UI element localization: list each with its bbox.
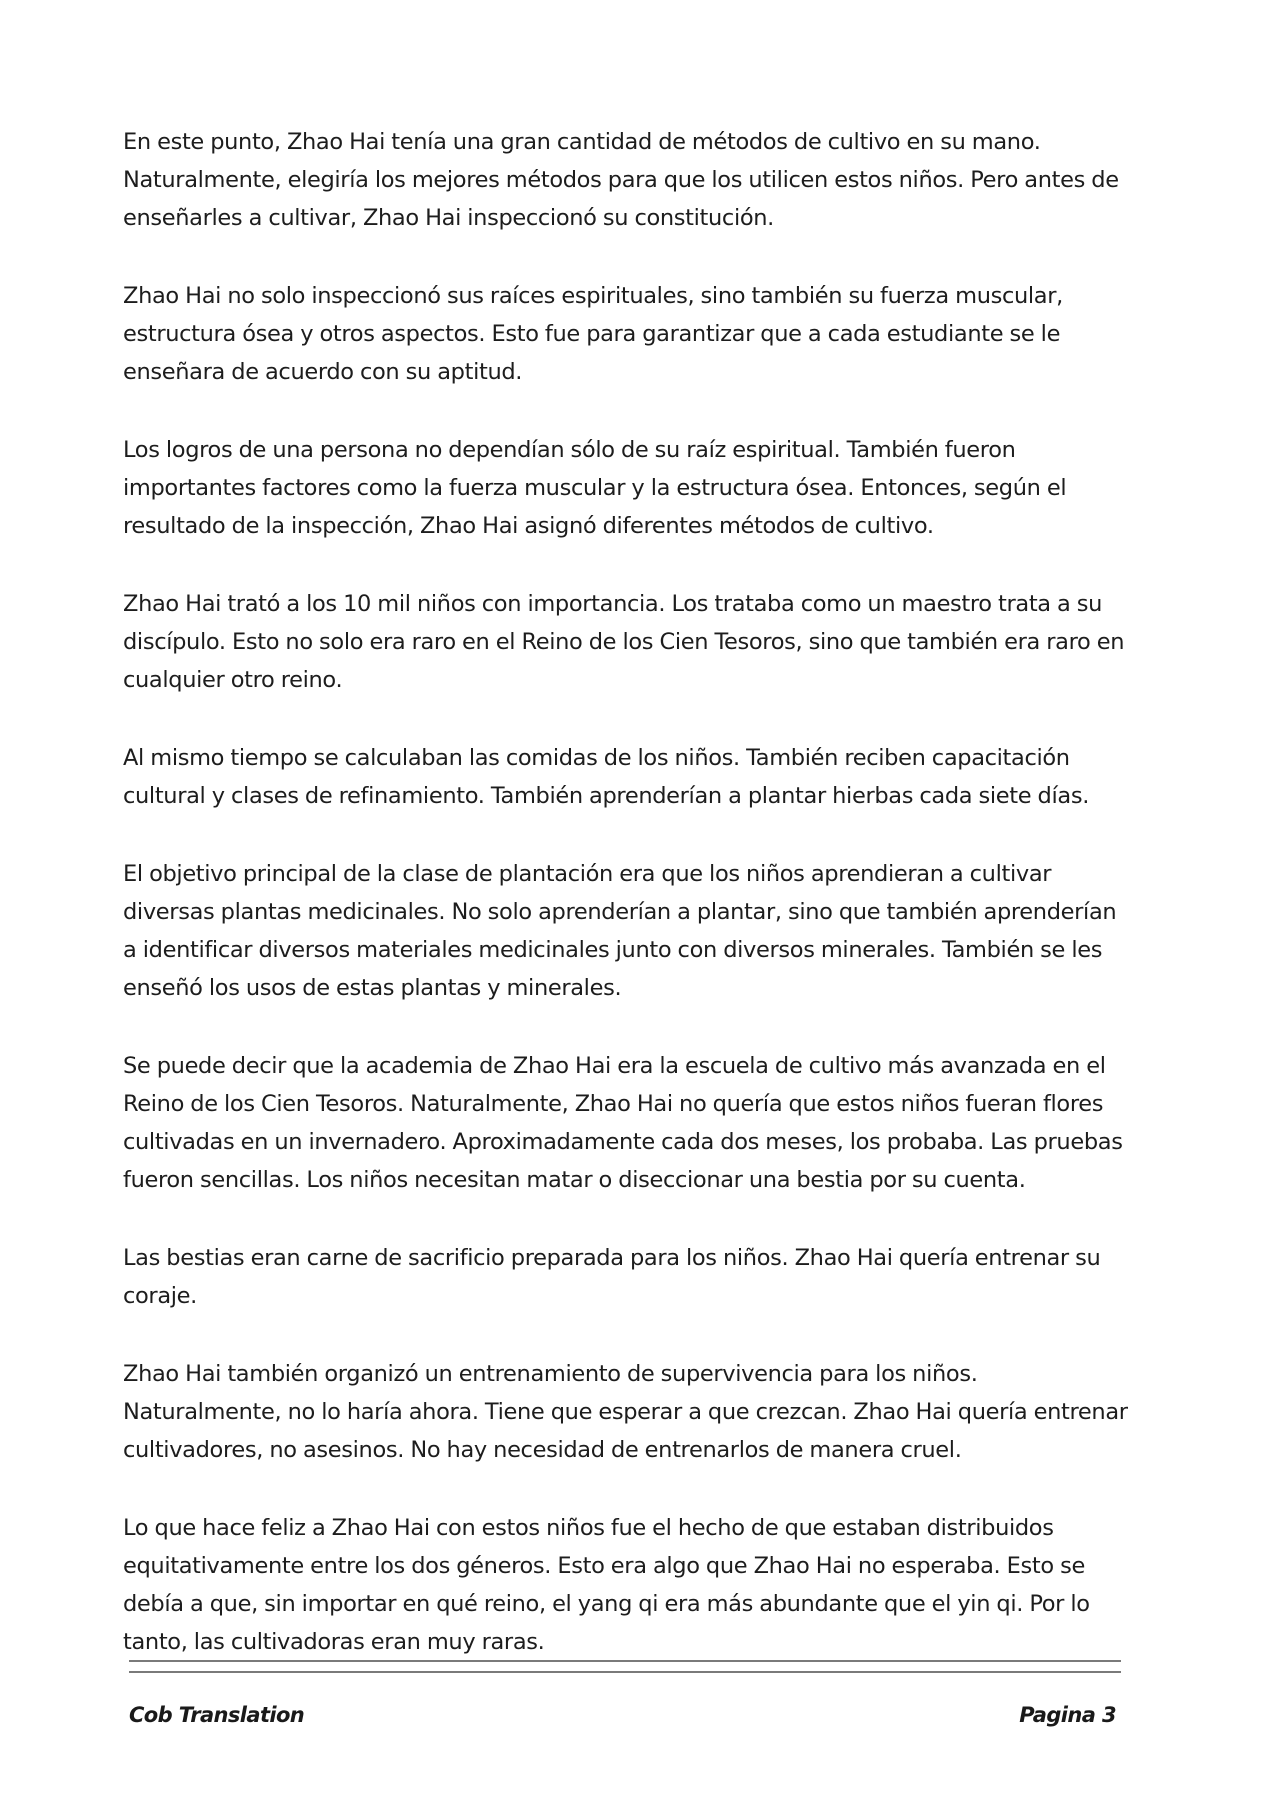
paragraph-8: Las bestias eran carne de sacrificio preparada para los niños. Zhao Hai quería entrenar su coraje. bbox=[123, 1245, 1101, 1309]
footer-translator-credit: Cob Translation bbox=[129, 1703, 305, 1727]
paragraph-6: El objetivo principal de la clase de plantación era que los niños aprendieran a cultivar diversas plantas medicinales. No solo aprenderían a plantar, sino que también aprenderían a identificar diversos materiales medicinales junto con diversos minerales. También se les enseñó los usos de estas plantas y minerales. bbox=[123, 861, 1117, 1001]
document-body bbox=[123, 123, 1129, 1701]
paragraph-3: Los logros de una persona no dependían sólo de su raíz espiritual. También fueron importantes factores como la fuerza muscular y la estructura ósea. Entonces, según el resultado de la inspección, Zhao Hai asignó diferentes métodos de cultivo. bbox=[123, 437, 1067, 539]
paragraph-1: En este punto, Zhao Hai tenía una gran cantidad de métodos de cultivo en su mano. Naturalmente, elegiría los mejores métodos para que los utilicen estos niños. Pero antes de enseñarles a cultivar, Zhao Hai inspeccionó su constitución. bbox=[123, 129, 1119, 231]
paragraph-5: Al mismo tiempo se calculaban las comidas de los niños. También reciben capacitación cultural y clases de refinamiento. También aprenderían a plantar hierbas cada siete días. bbox=[123, 745, 1090, 809]
paragraph-9: Zhao Hai también organizó un entrenamiento de supervivencia para los niños. Naturalmente, no lo haría ahora. Tiene que esperar a que crezcan. Zhao Hai quería entrenar cultivadores, no asesinos. No hay necesidad de entrenarlos de manera cruel. bbox=[123, 1361, 1128, 1463]
paragraph-2: Zhao Hai no solo inspeccionó sus raíces espirituales, sino también su fuerza muscular, estructura ósea y otros aspectos. Esto fue para garantizar que a cada estudiante se le enseñara de acuerdo con su aptitud. bbox=[123, 283, 1063, 385]
footer-page-number: Pagina 3 bbox=[1019, 1703, 1116, 1727]
footer-divider-top bbox=[129, 1660, 1121, 1662]
footer-divider-bottom bbox=[129, 1671, 1121, 1673]
paragraph-7: Se puede decir que la academia de Zhao Hai era la escuela de cultivo más avanzada en el Reino de los Cien Tesoros. Naturalmente, Zhao Hai no quería que estos niños fueran flores cultivadas en un invernadero. Aproximadamente cada dos meses, los probaba. Las pruebas fueron sencillas. Los niños necesitan matar o diseccionar una bestia por su cuenta. bbox=[123, 1053, 1123, 1193]
paragraph-4: Zhao Hai trató a los 10 mil niños con importancia. Los trataba como un maestro trata a su discípulo. Esto no solo era raro en el Reino de los Cien Tesoros, sino que también era raro en cualquier otro reino. bbox=[123, 591, 1125, 693]
paragraph-10: Lo que hace feliz a Zhao Hai con estos niños fue el hecho de que estaban distribuidos equitativamente entre los dos géneros. Esto era algo que Zhao Hai no esperaba. Esto se debía a que, sin importar en qué reino, el yang qi era más abundante que el yin qi. Por lo tanto, las cultivadoras eran muy raras. bbox=[123, 1515, 1090, 1655]
